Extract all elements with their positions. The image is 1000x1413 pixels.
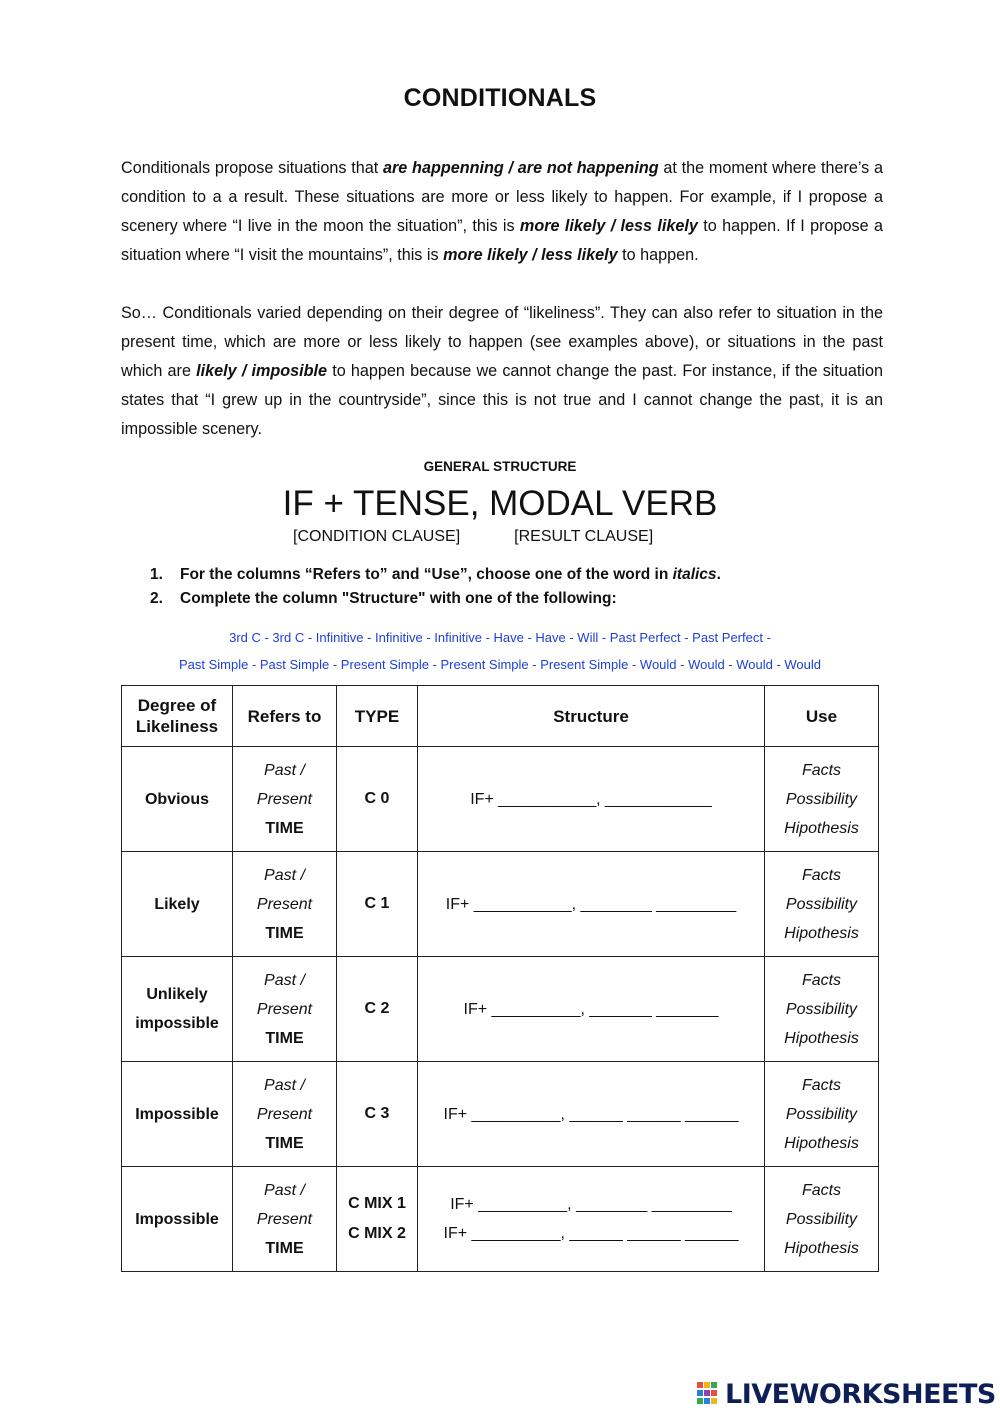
degree-text: Impossible [135,1105,219,1123]
instruction-text: Complete the column "Structure" with one of the following: [180,590,617,607]
use-option-facts: Facts [801,866,842,884]
instruction-number: 1. [150,566,163,583]
structure-blank[interactable]: IF+ __________, ______ ______ ______ [443,1105,739,1123]
refers-time: TIME [265,819,304,837]
use-option-hipothesis: Hipothesis [784,924,859,942]
use-cell [765,852,879,957]
instruction-end: . [716,566,721,583]
refers-cell [233,1062,337,1167]
instruction-text: For the columns “Refers to” and “Use”, choose one of the word in [180,566,673,583]
structure-blank[interactable]: IF+ ___________, ________ _________ [445,895,737,913]
structure-cell[interactable] [418,1167,765,1272]
page-title: CONDITIONALS [403,84,597,112]
type-cell [337,1167,418,1272]
use-option-possibility: Possibility [785,1000,858,1018]
use-option-possibility: Possibility [785,790,858,808]
general-structure-label: GENERAL STRUCTURE [423,459,577,474]
degree-text: Likely [154,895,200,913]
type-text: C 1 [364,895,390,912]
structure-blank[interactable]: IF+ __________, ________ _________ IF+ __________, ______ ______ ______ [443,1196,739,1242]
table-row [122,1167,879,1272]
use-cell [765,747,879,852]
use-option-facts: Facts [801,1181,842,1199]
condition-clause-label: [CONDITION CLAUSE] [293,528,461,545]
degree-cell [122,1062,233,1167]
instruction-number: 2. [150,590,163,607]
use-cell [765,1167,879,1272]
intro-choice-2: more likely / less likely [519,217,698,235]
table-row [122,1062,879,1167]
logo-text: LIVEWORKSHEETS [725,1378,996,1410]
use-option-hipothesis: Hipothesis [784,1134,859,1152]
header-degree: Degree of Likeliness [122,686,233,747]
refers-option-past: Past / [264,761,305,779]
word-bank-line-2: Past Simple - Past Simple - Present Simple - Present Simple - Present Simple - Would - Would - Would - Would [178,657,822,672]
refers-option-past: Past / [264,1076,305,1094]
instruction-1 [150,566,721,584]
table-header-row [122,686,879,747]
degree-text: Obvious [144,790,209,808]
explanation-text-2: to happen because we cannot change the past. For instance, if the situation states that “I grew up in the countryside”, since this is not true and I cannot change the past, it is an impossible scenery. [121,362,883,438]
refers-option-present: Present [256,1105,313,1123]
degree-cell [122,1167,233,1272]
refers-option-past: Past / [264,866,305,884]
result-clause-label: [RESULT CLAUSE] [514,528,654,545]
type-text: C 3 [364,1105,390,1122]
refers-option-present: Present [256,790,313,808]
refers-option-past: Past / [264,1181,305,1199]
intro-text-4: to happen. [617,246,699,264]
refers-time: TIME [265,1134,304,1152]
table-row [122,852,879,957]
degree-cell [122,747,233,852]
degree-text: Impossible [135,1210,219,1228]
use-option-facts: Facts [801,1076,842,1094]
structure-cell[interactable] [418,747,765,852]
logo-mark-icon [697,1380,721,1408]
degree-text: Unlikely impossible [135,986,219,1032]
intro-choice-1: are happenning / are not happening [383,159,659,177]
table-row [122,747,879,852]
type-cell [337,1062,418,1167]
use-option-possibility: Possibility [785,895,858,913]
structure-cell[interactable] [418,957,765,1062]
structure-blank[interactable]: IF+ ___________, ____________ [470,790,712,808]
use-option-facts: Facts [801,971,842,989]
intro-text-2: at the moment where there’s a condition to a a result. These situations are more or less likely to happen. For example, if I propose a scenery where “I live in the moon the situation”, this is [121,159,883,235]
clause-labels [293,528,653,546]
explanation-choice-1: likely / imposible [196,362,328,380]
intro-text-1: Conditionals propose situations that [121,159,383,177]
refers-cell [233,957,337,1062]
structure-blank[interactable]: IF+ __________, _______ _______ [463,1000,719,1018]
use-option-possibility: Possibility [785,1210,858,1228]
refers-option-present: Present [256,1210,313,1228]
explanation-text-1: So… Conditionals varied depending on their degree of “likeliness”. They can also refer to situation in the present time, which are more or less likely to happen (see examples above), or situations in the past which are [121,304,883,380]
structure-cell[interactable] [418,1062,765,1167]
intro-paragraph [121,154,883,270]
refers-time: TIME [265,924,304,942]
structure-cell[interactable] [418,852,765,957]
intro-text-3: to happen. If I propose a situation where “I visit the mountains”, this is [121,217,883,264]
refers-option-present: Present [256,895,313,913]
degree-cell [122,957,233,1062]
refers-time: TIME [265,1239,304,1257]
word-bank-line-1: 3rd C - 3rd C - Infinitive - Infinitive - Infinitive - Have - Have - Will - Past Perfect - Past Perfect - [229,630,771,645]
use-option-possibility: Possibility [785,1105,858,1123]
refers-cell [233,1167,337,1272]
use-option-facts: Facts [801,761,842,779]
use-option-hipothesis: Hipothesis [784,819,859,837]
type-text: C MIX 1 C MIX 2 [348,1195,406,1242]
liveworksheets-logo [697,1378,996,1410]
table-row [122,957,879,1062]
type-cell [337,747,418,852]
refers-time: TIME [265,1029,304,1047]
refers-option-present: Present [256,1000,313,1018]
use-cell [765,957,879,1062]
use-cell [765,1062,879,1167]
refers-option-past: Past / [264,971,305,989]
refers-cell [233,852,337,957]
intro-choice-3: more likely / less likely [443,246,618,264]
type-cell [337,852,418,957]
type-cell [337,957,418,1062]
refers-cell [233,747,337,852]
instruction-emphasis: italics [672,566,717,583]
degree-cell [122,852,233,957]
type-text: C 2 [364,1000,390,1017]
structure-formula: IF + TENSE, MODAL VERB [282,484,718,523]
use-option-hipothesis: Hipothesis [784,1029,859,1047]
type-text: C 0 [364,790,390,807]
explanation-paragraph [121,299,883,444]
header-refers: Refers to [233,686,337,747]
header-use: Use [765,686,879,747]
header-structure: Structure [418,686,765,747]
conditionals-table [121,685,879,1272]
header-type: TYPE [337,686,418,747]
instruction-2 [150,590,617,608]
use-option-hipothesis: Hipothesis [784,1239,859,1257]
